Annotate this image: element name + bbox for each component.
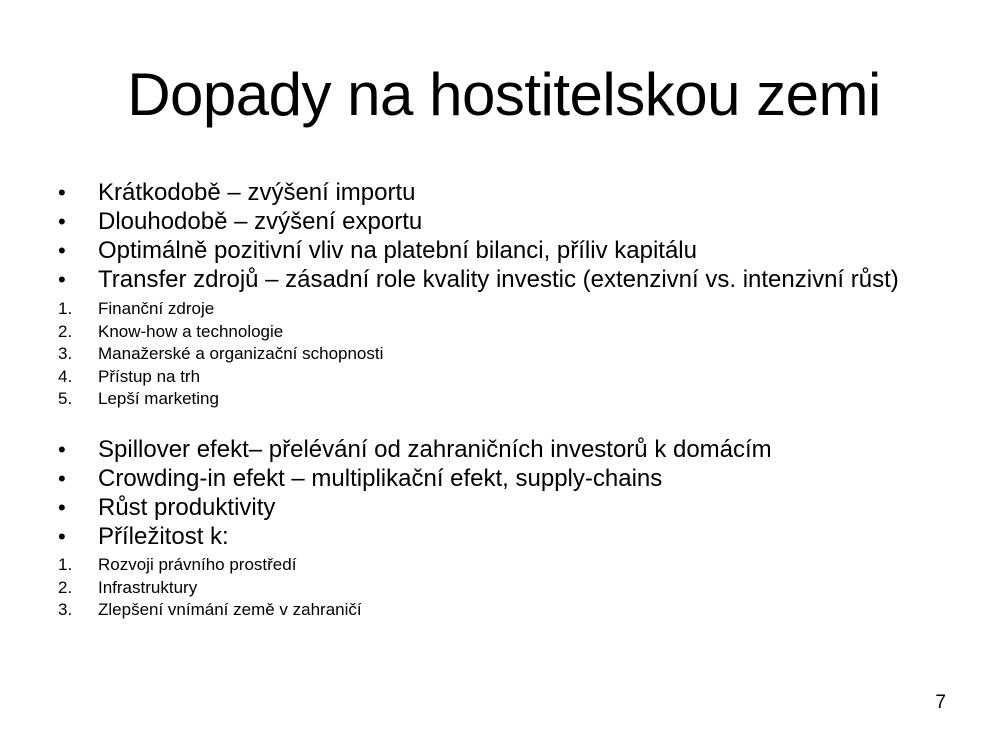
number-marker: 3.: [58, 600, 73, 620]
bullet-marker: •: [58, 238, 66, 263]
item-text: Zlepšení vnímání země v zahraničí: [98, 600, 362, 620]
item-text: Know-how a technologie: [98, 321, 284, 341]
item-text: Infrastruktury: [98, 577, 198, 597]
item-text: Manažerské a organizační schopnosti: [98, 344, 384, 364]
bullet-marker: •: [58, 495, 66, 520]
bullet-marker: •: [58, 180, 66, 205]
bullet-marker: •: [58, 437, 66, 462]
number-marker: 1.: [58, 555, 73, 574]
item-text: Finanční zdroje: [98, 299, 215, 318]
number-marker: 2.: [58, 321, 73, 341]
number-marker: 4.: [58, 366, 73, 386]
bullet-text: Růst produktivity: [98, 494, 276, 521]
bullet-text: Transfer zdrojů – zásadní role kvality investic (extenzivní vs. intenzivní růst): [98, 266, 899, 293]
number-marker: 2.: [58, 577, 73, 597]
bullet-marker: •: [58, 466, 66, 491]
bullet-marker: •: [58, 267, 66, 292]
bullet-text: Krátkodobě – zvýšení importu: [98, 179, 416, 206]
bullet-marker: •: [58, 524, 66, 549]
number-marker: 1.: [58, 299, 73, 318]
item-text: Lepší marketing: [98, 389, 219, 409]
bullet-text: Příležitost k:: [98, 523, 229, 550]
bullet-marker: •: [58, 209, 66, 234]
number-marker: 5.: [58, 389, 73, 409]
bullet-text: Optimálně pozitivní vliv na platební bilanci, příliv kapitálu: [98, 237, 697, 264]
item-text: Rozvoji právního prostředí: [98, 555, 297, 574]
bullet-text: Spillover efekt– přelévání od zahraničních investorů k domácím: [98, 436, 772, 463]
bullet-text: Dlouhodobě – zvýšení exportu: [98, 208, 423, 235]
number-marker: 3.: [58, 344, 73, 364]
page-number: 7: [935, 692, 946, 713]
item-text: Přístup na trh: [98, 366, 201, 386]
bullet-text: Crowding-in efekt – multiplikační efekt, supply-chains: [98, 465, 663, 492]
slide-title: Dopady na hostitelskou zemi: [127, 61, 881, 128]
